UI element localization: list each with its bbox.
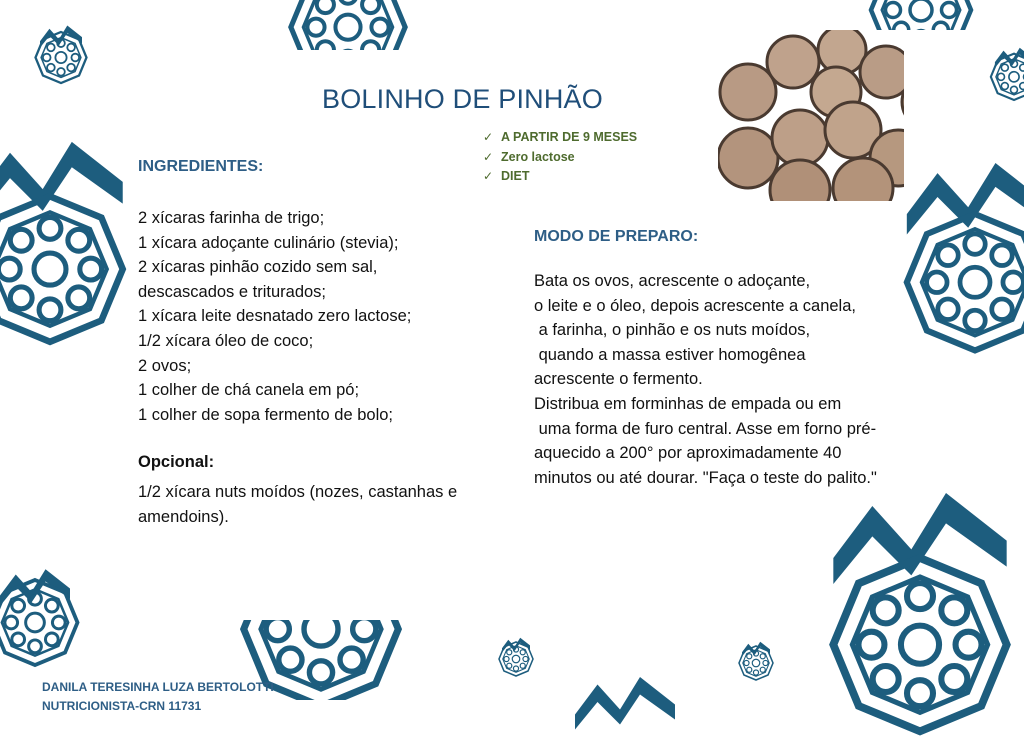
ingredient-line: 1 colher de chá canela em pó; xyxy=(138,381,360,400)
optional-list xyxy=(138,480,508,529)
ornament-bottom-crown xyxy=(570,672,680,732)
preparation-line: uma forma de furo central. Asse em forno pré- xyxy=(534,419,877,438)
preparation-line: aquecido a 200° por aproximadamente 40 xyxy=(534,444,842,463)
checkmark-icon: ✓ xyxy=(483,149,494,164)
ingredient-line: 1 xícara adoçante culinário (stevia); xyxy=(138,233,399,252)
preparation-line: acrescente o fermento. xyxy=(534,370,703,389)
ornament-bottom-right-large xyxy=(810,480,1024,740)
preparation-line: o leite e o óleo, depois acrescente a canela, xyxy=(534,296,856,315)
author-credential: NUTRICIONISTA-CRN 11731 xyxy=(42,698,202,713)
optional-line: 1/2 xícara nuts moídos (nozes, castanhas e xyxy=(138,483,458,501)
preparation-line: Distribua em forminhas de empada ou em xyxy=(534,394,842,413)
ornament-top-right xyxy=(866,0,976,30)
preparation-line: Bata os ovos, acrescente o adoçante, xyxy=(534,272,811,290)
ornament-bottom-left xyxy=(0,545,90,675)
ingredient-line: 2 xícaras pinhão cozido sem sal, xyxy=(138,258,378,277)
muffin-photo xyxy=(718,30,904,201)
ornament-bottom-small-2 xyxy=(734,632,778,684)
badge-item xyxy=(483,167,637,187)
checkmark-icon: ✓ xyxy=(483,130,494,144)
recipe-title: BOLINHO DE PINHÃO xyxy=(322,84,603,114)
preparation-line: minutos ou até dourar. "Faça o teste do palito." xyxy=(534,468,877,487)
optional-heading: Opcional: xyxy=(138,453,215,471)
author-footer xyxy=(42,678,274,715)
ornament-top-center xyxy=(278,0,418,50)
ingredient-line: 2 ovos; xyxy=(138,356,192,375)
ingredients-list xyxy=(138,206,508,427)
ingredient-line: 1 colher de sopa fermento de bolo; xyxy=(138,405,394,424)
preparation-heading: MODO DE PREPARO: xyxy=(534,228,699,245)
badge-label: DIET xyxy=(501,169,530,183)
ornament-left-large xyxy=(0,125,130,355)
ornament-top-left-small xyxy=(28,12,94,88)
author-name: DANILA TERESINHA LUZA BERTOLOTTI xyxy=(42,680,274,694)
optional-line: amendoins). xyxy=(138,507,229,526)
badge-list xyxy=(483,128,637,187)
preparation-line: quando a massa estiver homogênea xyxy=(534,345,806,364)
ingredient-line: 1/2 xícara óleo de coco; xyxy=(138,331,314,350)
preparation-text xyxy=(534,269,954,490)
badge-item xyxy=(483,128,637,148)
ingredient-line: 2 xícaras farinha de trigo; xyxy=(138,209,325,227)
badge-item xyxy=(483,148,637,168)
ingredients-heading: INGREDIENTES: xyxy=(138,158,264,175)
badge-label: A PARTIR DE 9 MESES xyxy=(501,130,638,144)
ornament-right-edge-small xyxy=(984,30,1024,110)
ingredient-line: 1 xícara leite desnatado zero lactose; xyxy=(138,307,412,326)
checkmark-icon: ✓ xyxy=(483,169,494,183)
ornament-bottom-small-1 xyxy=(494,628,538,680)
ingredient-line: descascados e triturados; xyxy=(138,282,327,301)
preparation-line: a farinha, o pinhão e os nuts moídos, xyxy=(534,321,811,340)
badge-label: Zero lactose xyxy=(501,149,575,164)
